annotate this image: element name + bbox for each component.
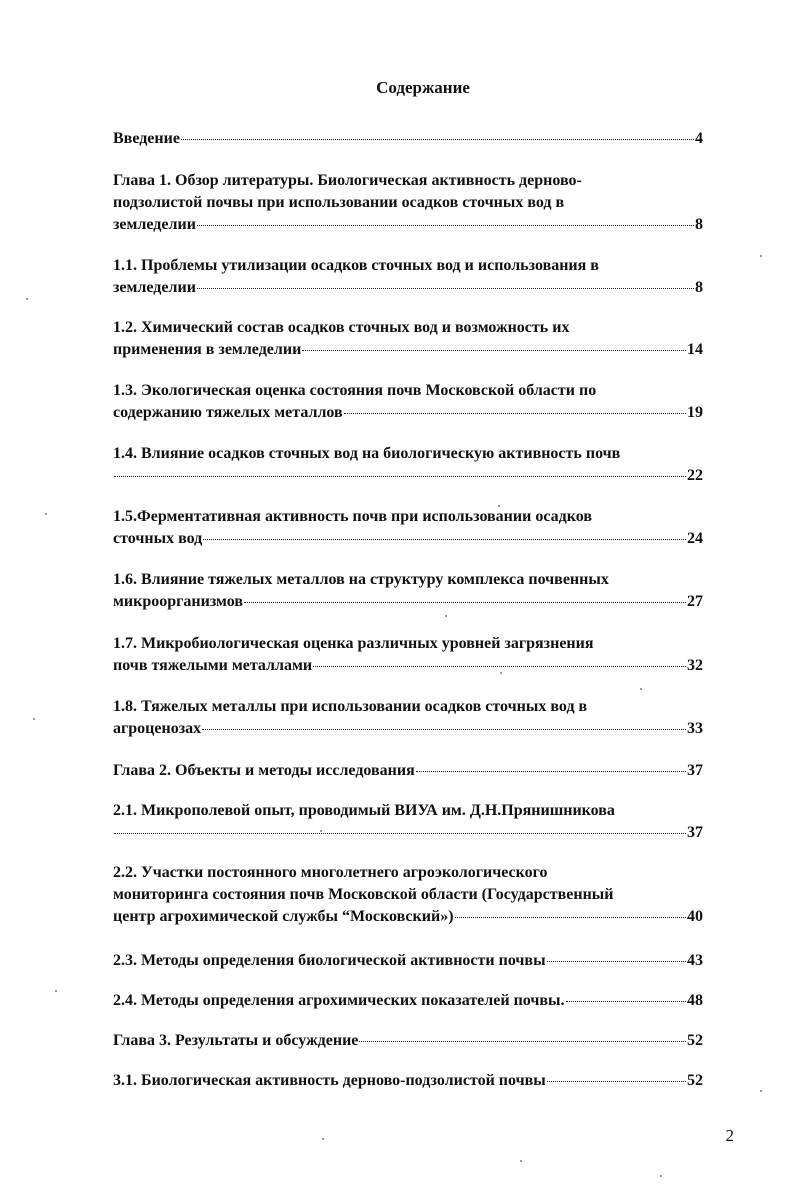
toc-page-number: 24 <box>687 530 703 547</box>
toc-entry-line: 1.8. Тяжелых металлы при использовании осадков сточных вод в <box>113 698 588 715</box>
scan-speck <box>320 830 322 832</box>
toc-entry <box>113 1070 703 1092</box>
scan-speck <box>55 990 57 992</box>
scan-speck <box>520 1160 522 1162</box>
toc-entry <box>113 633 703 677</box>
toc-entry-line: 1.6. Влияние тяжелых металлов на структуру комплекса почвенных <box>113 571 609 588</box>
toc-leader-dots <box>181 139 694 140</box>
toc-entry-line: 1.2. Химический состав осадков сточных вод и возможность их <box>113 319 570 336</box>
toc-leader-dots <box>114 833 686 834</box>
toc-page-number: 22 <box>687 467 703 484</box>
toc-entry-title: агроценозах <box>113 720 202 737</box>
toc-page-number: 4 <box>695 130 703 147</box>
toc-page-number: 52 <box>687 1072 703 1089</box>
toc-entry <box>113 1030 703 1052</box>
toc-entry <box>113 317 703 361</box>
toc-entry-line: Глава 1. Обзор литературы. Биологическая активность дерново- <box>113 172 582 189</box>
toc-leader-dots <box>547 1081 686 1082</box>
toc-page-number: 52 <box>687 1032 703 1049</box>
toc-page-number: 27 <box>687 593 703 610</box>
toc-leader-dots <box>302 350 686 351</box>
toc-page-number: 33 <box>687 720 703 737</box>
toc-entry <box>113 569 703 613</box>
toc-entry-line: 2.1. Микрополевой опыт, проводимый ВИУА им. Д.Н.Прянишникова <box>113 802 615 819</box>
toc-leader-dots <box>455 917 686 918</box>
scan-speck <box>322 1138 324 1140</box>
toc-entry-line: 2.2. Участки постоянного многолетнего агроэкологического <box>113 864 548 881</box>
page-title: Содержание <box>376 78 470 97</box>
toc-entry <box>113 950 703 972</box>
toc-entry <box>113 760 703 782</box>
scan-speck <box>26 298 28 300</box>
toc-entry-title: земледелии <box>113 279 196 296</box>
toc-leader-dots <box>244 602 686 603</box>
scan-speck <box>445 615 447 617</box>
toc-page-number: 14 <box>687 341 703 358</box>
toc-entry <box>113 506 703 550</box>
toc-entry <box>113 862 703 928</box>
toc-page-number: 8 <box>695 216 703 233</box>
scan-speck <box>760 255 762 257</box>
toc-entry-title: 2.3. Методы определения биологической активности почвы <box>113 952 546 969</box>
toc-page-number: 37 <box>687 762 703 779</box>
toc-leader-dots <box>197 288 694 289</box>
toc-entry-title: земледелии <box>113 216 196 233</box>
toc-leader-dots <box>416 771 686 772</box>
toc-entry <box>113 128 703 150</box>
toc-entry-line: 1.1. Проблемы утилизации осадков сточных вод и использования в <box>113 257 599 274</box>
toc-leader-dots <box>359 1041 686 1042</box>
toc-entry-line: 1.5.Ферментативная активность почв при использовании осадков <box>113 508 592 525</box>
toc-entry-title: содержанию тяжелых металлов <box>113 404 343 421</box>
scan-speck <box>498 505 500 507</box>
toc-entry <box>113 696 703 740</box>
toc-leader-dots <box>344 413 686 414</box>
scan-speck <box>760 1090 762 1092</box>
toc-leader-dots <box>114 476 686 477</box>
toc-entry <box>113 443 703 487</box>
toc-entry <box>113 170 703 236</box>
toc-page-number: 40 <box>687 908 703 925</box>
toc-entry-line: 1.3. Экологическая оценка состояния почв Московской области по <box>113 382 597 399</box>
toc-entry-title: центр агрохимической службы “Московский») <box>113 908 454 925</box>
toc-leader-dots <box>313 666 686 667</box>
toc-page-number: 8 <box>695 279 703 296</box>
scan-speck <box>33 718 35 720</box>
toc-page-number: 37 <box>687 824 703 841</box>
toc-entry-title: Глава 2. Объекты и методы исследования <box>113 762 415 779</box>
toc-entry <box>113 380 703 424</box>
toc-leader-dots <box>203 539 686 540</box>
toc-page-number: 48 <box>687 992 703 1009</box>
toc-leader-dots <box>547 961 686 962</box>
page-number: 2 <box>725 1126 734 1145</box>
toc-entry <box>113 800 703 844</box>
toc-entry-line: 1.7. Микробиологическая оценка различных уровней загрязнения <box>113 635 594 652</box>
toc-entry-title: Глава 3. Результаты и обсуждение <box>113 1032 359 1049</box>
toc-entry-line: мониторинга состояния почв Московской области (Государственный <box>113 886 614 903</box>
toc-leader-dots <box>197 225 694 226</box>
toc-entry-title: 3.1. Биологическая активность дерново-подзолистой почвы <box>113 1072 546 1089</box>
toc-entry-title: почв тяжелыми металлами <box>113 657 313 674</box>
toc-page-number: 43 <box>687 952 703 969</box>
scan-speck <box>500 672 502 674</box>
toc-page-number: 32 <box>687 657 703 674</box>
scan-speck <box>45 513 47 515</box>
toc-entry-title: микроорганизмов <box>113 593 243 610</box>
scan-speck <box>640 688 642 690</box>
toc-entry-title: 2.4. Методы определения агрохимических показателей почвы. <box>113 992 565 1009</box>
toc-entry <box>113 255 703 299</box>
toc-entry-title: Введение <box>113 130 180 147</box>
scan-speck <box>660 1175 662 1177</box>
toc-entry-title: применения в земледелии <box>113 341 302 358</box>
toc-entry <box>113 990 703 1012</box>
toc-page-number: 19 <box>687 404 703 421</box>
toc-entry-line: подзолистой почвы при использовании осадков сточных вод в <box>113 194 565 211</box>
toc-entry-line: 1.4. Влияние осадков сточных вод на биологическую активность почв <box>113 445 621 462</box>
toc-leader-dots <box>202 729 686 730</box>
toc-entry-title: сточных вод <box>113 530 203 547</box>
toc-leader-dots <box>566 1001 686 1002</box>
